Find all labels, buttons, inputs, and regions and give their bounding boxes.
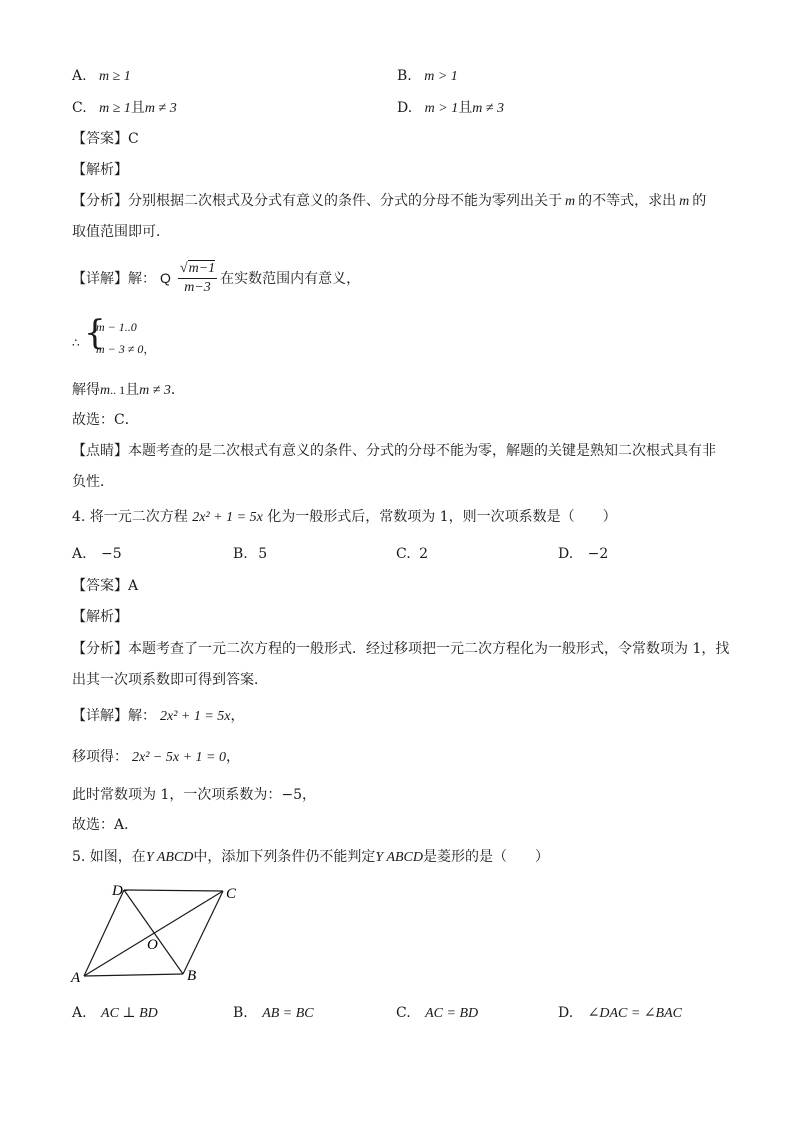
q4-option-c-label: C. (396, 546, 411, 562)
q4-answer: A (128, 578, 139, 594)
q5-stem-shape-1: Y ABCD (145, 850, 194, 865)
q4-answer-tag: 【答案】 (72, 578, 128, 594)
q4-option-d-value: −2 (587, 546, 609, 562)
q4-fenxi-text-1: 本题考查了一元二次方程的一般形式．经过移项把一元二次方程化为一般形式，令常数项为 1，找 (128, 641, 730, 657)
q3-jiede-expr: m ≠ 3 (139, 383, 171, 398)
q3-option-b-expr: m > 1 (424, 69, 458, 84)
q4-xiangjie-tag: 【详解】 (72, 708, 128, 724)
q4-analysis-tag: 【解析】 (72, 609, 128, 625)
q3-option-a-label: A. (72, 68, 87, 84)
q3-option-d (397, 98, 504, 119)
q5-option-a (72, 1003, 158, 1024)
q4-answer-line (72, 576, 138, 596)
q4-xiangjie-equation: 2x² + 1 = 5x (160, 709, 231, 724)
q3-answer-line (72, 129, 139, 149)
q3-fraction-numerator: m−1 (188, 260, 216, 276)
q3-option-b (397, 66, 458, 87)
vertex-d-label: D (112, 883, 123, 899)
q4-yixiang-end: ， (225, 749, 240, 765)
q3-system-line-1: m − 1..0 (96, 320, 137, 334)
q3-system-comma: ， (143, 342, 156, 356)
q3-fraction-denominator: m−3 (184, 279, 211, 295)
q3-fenxi-tag: 【分析】 (72, 193, 128, 209)
q5-stem-lead: 5. 如图，在 (72, 849, 146, 865)
q4-option-d (558, 544, 608, 564)
q3-guxuan: 故选：C． (72, 412, 139, 428)
q5-option-c (396, 1003, 478, 1024)
q4-stem-lead: 4. 将一元二次方程 (72, 509, 188, 525)
q3-fraction: $\frac{√m-1}{m-3}$ (179, 260, 216, 295)
q3-xiangjie-line (72, 256, 360, 300)
q5-option-d-label: D. (558, 1005, 574, 1021)
q3-dianjing-tag: 【点睛】 (72, 443, 128, 459)
q3-answer-tag: 【答案】 (72, 131, 128, 147)
q5-stem-shape-2: Y ABCD (375, 850, 423, 865)
q4-option-c (396, 544, 428, 564)
q3-option-c (72, 98, 177, 119)
since-symbol: Q (160, 270, 171, 286)
q4-fenxi-tag: 【分析】 (72, 641, 128, 657)
q3-system-line-2-expr: m − 3 ≠ 0 (96, 342, 144, 356)
q4-option-a-label: A. (72, 546, 87, 562)
q4-option-b-value: 5 (258, 546, 268, 562)
q5-option-a-expr: AC ⊥ BD (101, 1006, 158, 1021)
q4-yixiang-lead: 移项得： (72, 749, 128, 765)
vertex-c-label: C (226, 886, 237, 902)
vertex-a-label: A (71, 970, 81, 986)
q4-option-b (233, 544, 267, 564)
q4-yixiang-equation: 2x² − 5x + 1 = 0 (132, 750, 226, 765)
center-o-label: O (147, 937, 158, 953)
q3-analysis-tag: 【解析】 (72, 162, 128, 178)
q3-option-c-expr-a: m ≥ 1 (99, 101, 131, 116)
q4-guxuan: 故选：A． (72, 817, 139, 833)
q5-option-d-expr: ∠DAC = ∠BAC (587, 1006, 682, 1021)
q3-option-c-label: C. (72, 100, 87, 116)
q3-xiangjie-lead: 解： (128, 271, 156, 287)
q3-fenxi-var-2: m (679, 194, 690, 209)
vertex-b-label: B (187, 968, 197, 984)
q4-option-a (72, 544, 122, 564)
q4-yixiang-line (72, 747, 240, 768)
q5-option-d (558, 1003, 682, 1024)
q3-option-c-expr-b: m ≠ 3 (144, 101, 177, 116)
q3-option-d-expr-b: m ≠ 3 (472, 101, 504, 116)
q4-stem (72, 507, 617, 528)
q3-option-d-label: D. (397, 100, 413, 116)
side-cd (124, 890, 223, 891)
q3-jiede-end: ． (170, 382, 185, 398)
q5-stem-mid: 中，添加下列条件仍不能判定 (193, 849, 376, 865)
q3-option-c-conj: 且 (130, 100, 145, 116)
q3-dianjing-line-1 (72, 441, 716, 461)
q3-option-a (72, 66, 131, 87)
q4-stem-tail: 化为一般形式后，常数项为 1，则一次项系数是（ ） (267, 509, 617, 525)
q4-option-d-label: D. (558, 546, 574, 562)
q5-option-b-label: B. (233, 1005, 248, 1021)
parallelogram-outline (84, 890, 223, 976)
q3-dianjing-text-1: 本题考查的是二次根式有意义的条件、分式的分母不能为零，解题的关键是熟知二次根式具有非 (128, 443, 716, 459)
q3-option-b-label: B. (397, 68, 412, 84)
q3-option-d-expr-a: m > 1 (424, 101, 459, 116)
q5-option-b-expr: AB = BC (262, 1006, 314, 1021)
q5-option-c-expr: AC = BD (425, 1006, 479, 1021)
q3-system-line-2 (96, 340, 155, 357)
q3-xiangjie-tail: 在实数范围内有意义， (220, 271, 361, 287)
q3-fenxi-text-1: 分别根据二次根式及分式有意义的条件、分式的分母不能为零列出关于 (128, 193, 562, 209)
q3-xiangjie-tag: 【详解】 (72, 271, 128, 287)
q4-xiangjie-line (72, 706, 245, 727)
q4-stem-equation: 2x² + 1 = 5x (192, 510, 263, 525)
q3-fenxi-var-1: m (565, 194, 576, 209)
q5-stem (72, 847, 549, 868)
q4-option-c-value: 2 (419, 546, 429, 562)
q3-jiede-lead: 解得 (72, 382, 100, 398)
q4-xiangjie-end: ， (230, 708, 245, 724)
q3-jiede-line (72, 380, 185, 401)
q3-dianjing-line-2: 负性． (72, 474, 114, 490)
q3-option-a-expr: m ≥ 1 (99, 69, 131, 84)
q5-option-b (233, 1003, 314, 1024)
q3-fenxi-text-2: 的不等式，求出 (578, 193, 677, 209)
system-brace: { (84, 313, 106, 353)
q5-stem-tail: 是菱形的是（ ） (423, 849, 549, 865)
q3-jiede-var: m (100, 383, 111, 398)
q3-fenxi-text-3: 的 (692, 193, 707, 209)
q4-option-a-value: −5 (101, 546, 122, 562)
parallelogram-figure (66, 878, 256, 990)
q3-fenxi-line-2: 取值范围即可． (72, 224, 170, 240)
q4-fenxi-line-1 (72, 639, 729, 659)
q5-option-c-label: C. (396, 1005, 411, 1021)
q3-fenxi-line-1 (72, 191, 706, 212)
therefore-symbol: ∴ (72, 336, 80, 350)
q4-xiangjie-lead: 解： (128, 708, 156, 724)
q4-fenxi-line-2: 出其一次项系数即可得到答案． (72, 672, 268, 688)
q3-answer: C (128, 131, 139, 147)
q4-option-b-label: B. (233, 546, 248, 562)
q3-jiede-conj: 且 (125, 382, 140, 398)
q3-jiede-value: .. 1 (110, 383, 126, 397)
q4-cishi-line: 此时常数项为 1，一次项系数为：−5， (72, 787, 316, 803)
q3-option-d-conj: 且 (458, 100, 473, 116)
diagonal-bd (124, 890, 183, 974)
side-ab (84, 974, 183, 976)
q5-option-a-label: A. (72, 1005, 87, 1021)
